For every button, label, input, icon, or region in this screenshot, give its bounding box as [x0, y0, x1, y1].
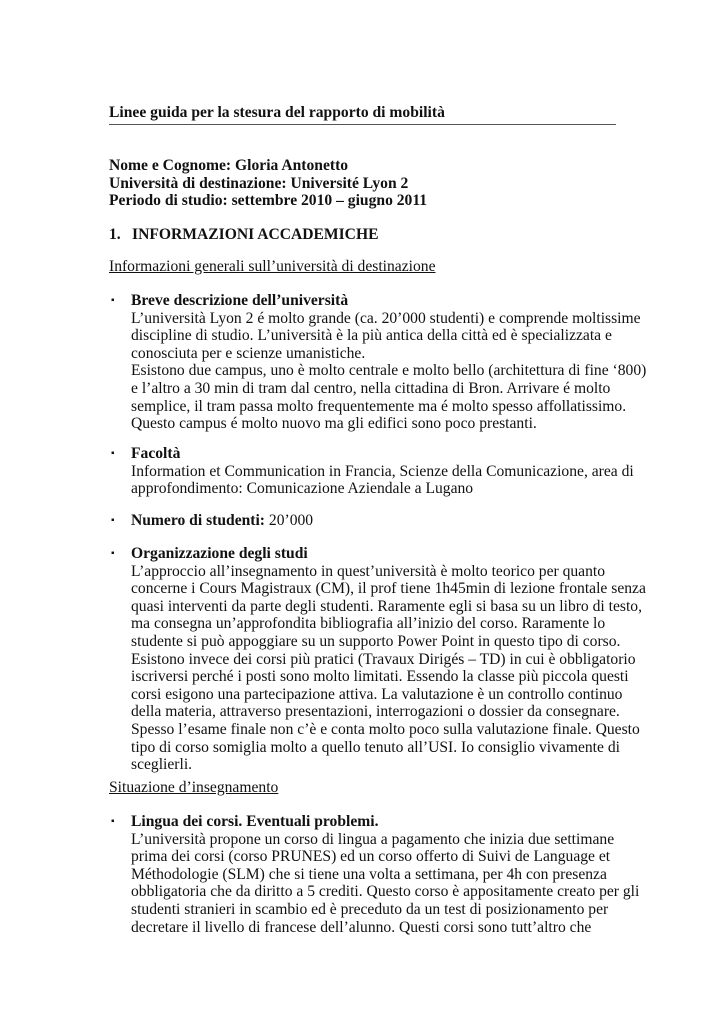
section-heading — [109, 226, 378, 244]
bullet-university-description — [109, 292, 647, 433]
destination-university: Università di destinazione: Université Lyon 2 — [109, 174, 409, 192]
paragraph-line: studente si può appoggiare su un supporto Power Point in questo tipo di corso. — [131, 632, 621, 650]
bullet-faculty — [109, 445, 634, 498]
student-info — [109, 157, 427, 210]
bullet-student-count — [109, 512, 629, 530]
paragraph-line: tipo di corso somiglia molto a quello tenuto all’USI. Io consiglio vivamente di — [131, 738, 620, 756]
bullet-marker: ▪ — [111, 295, 115, 306]
paragraph-line: semplice, il tram passa molto frequentemente ma é molto spesso affollatissimo. — [131, 397, 627, 415]
paragraph-line: L’università propone un corso di lingua a pagamento che inizia due settimane — [131, 830, 615, 848]
paragraph-line: della materia, attraverso presentazioni, interrogazioni o dossier da consegnare. — [131, 703, 620, 721]
bullet-heading: Organizzazione degli studi — [131, 545, 308, 562]
paragraph-line: conosciuta per e scienze umanistiche. — [131, 344, 366, 362]
bullet-heading: Facoltà — [131, 445, 181, 462]
paragraph-line: approfondimento: Comunicazione Aziendale a Lugano — [131, 480, 474, 498]
subheading-general-info: Informazioni generali sull’università di destinazione — [109, 258, 436, 275]
paragraph-line: e l’altro a 30 min di tram dal centro, nella cittadina di Bron. Arrivare é molto — [131, 379, 611, 397]
paragraph-line: ma consegna un’approfondita bibliografia all’inizio del corso. Raramente lo — [131, 615, 606, 633]
bullet-heading: Lingua dei corsi. Eventuali problemi. — [131, 813, 379, 830]
paragraph-line: L’università Lyon 2 é molto grande (ca. 20’000 studenti) e comprende moltissime — [131, 309, 641, 327]
bullet-marker: ▪ — [111, 448, 115, 459]
paragraph-line: iscriversi perché i posti sono molto limitati. Essendo la classe più piccola questi — [131, 668, 629, 686]
paragraph-line: Information et Communication in Francia, Scienze della Comunicazione, area di — [131, 462, 634, 480]
bullet-marker: ▪ — [111, 548, 115, 559]
paragraph-line: Questo campus é molto nuovo ma gli edifici sono poco prestanti. — [131, 415, 537, 433]
bullet-heading: Breve descrizione dell’università — [131, 292, 349, 309]
paragraph-line: prima dei corsi (corso PRUNES) ed un corso offerto di Suivi de Language et — [131, 848, 611, 866]
paragraph-line: quasi interventi da parte degli studenti. Raramente egli si basa su un libro di testo, — [131, 597, 643, 615]
paragraph-line: obbligatoria che da diritto a 5 crediti. Questo corso è appositamente creato per gli — [131, 883, 640, 901]
section-number: 1. — [109, 226, 121, 243]
paragraph-line: corsi esigono una partecipazione attiva. La valutazione è un controllo continuo — [131, 685, 623, 703]
paragraph-line: discipline di studio. L’università è la più antica della città ed è specializzata e — [131, 327, 612, 345]
document-title: Linee guida per la stesura del rapporto di mobilità — [109, 104, 616, 125]
bullet-marker: ▪ — [111, 816, 115, 827]
paragraph-line: concerne i Cours Magistraux (CM), il prof tiene 1h45min di lezione frontale senza — [131, 580, 646, 598]
student-name: Nome e Cognome: Gloria Antonetto — [109, 157, 349, 174]
paragraph-line: sceglierli. — [131, 756, 193, 774]
section-title: INFORMAZIONI ACCADEMICHE — [132, 226, 379, 243]
paragraph-line: Méthodologie (SLM) che si tiene una volta a settimana, per 4h con presenza — [131, 865, 607, 883]
student-count-value: 20’000 — [265, 512, 314, 529]
paragraph-line: L’approccio all’insegnamento in quest’università è molto teorico per quanto — [131, 562, 606, 580]
bullet-study-organization — [109, 545, 646, 774]
paragraph-line: Esistono due campus, uno è molto centrale e molto bello (architettura di fine ‘800) — [131, 362, 647, 380]
paragraph-line: decretare il livello di francese dell’alunno. Questi corsi sono tutt’altro che — [131, 918, 592, 936]
paragraph-line: Spesso l’esame finale non c’è e conta molto poco sulla valutazione finale. Questo — [131, 720, 640, 738]
bullet-heading: Numero di studenti: — [131, 512, 266, 529]
subheading-teaching-situation: Situazione d’insegnamento — [109, 779, 279, 796]
bullet-marker: ▪ — [111, 515, 115, 526]
paragraph-line: Esistono invece dei corsi più pratici (Travaux Dirigés – TD) in cui è obbligatorio — [131, 650, 636, 668]
paragraph-line: studenti stranieri in scambio ed è preceduto da un test di posizionamento per — [131, 900, 609, 918]
bullet-course-language — [109, 813, 640, 936]
study-period: Periodo di studio: settembre 2010 – giugno 2011 — [109, 192, 428, 210]
